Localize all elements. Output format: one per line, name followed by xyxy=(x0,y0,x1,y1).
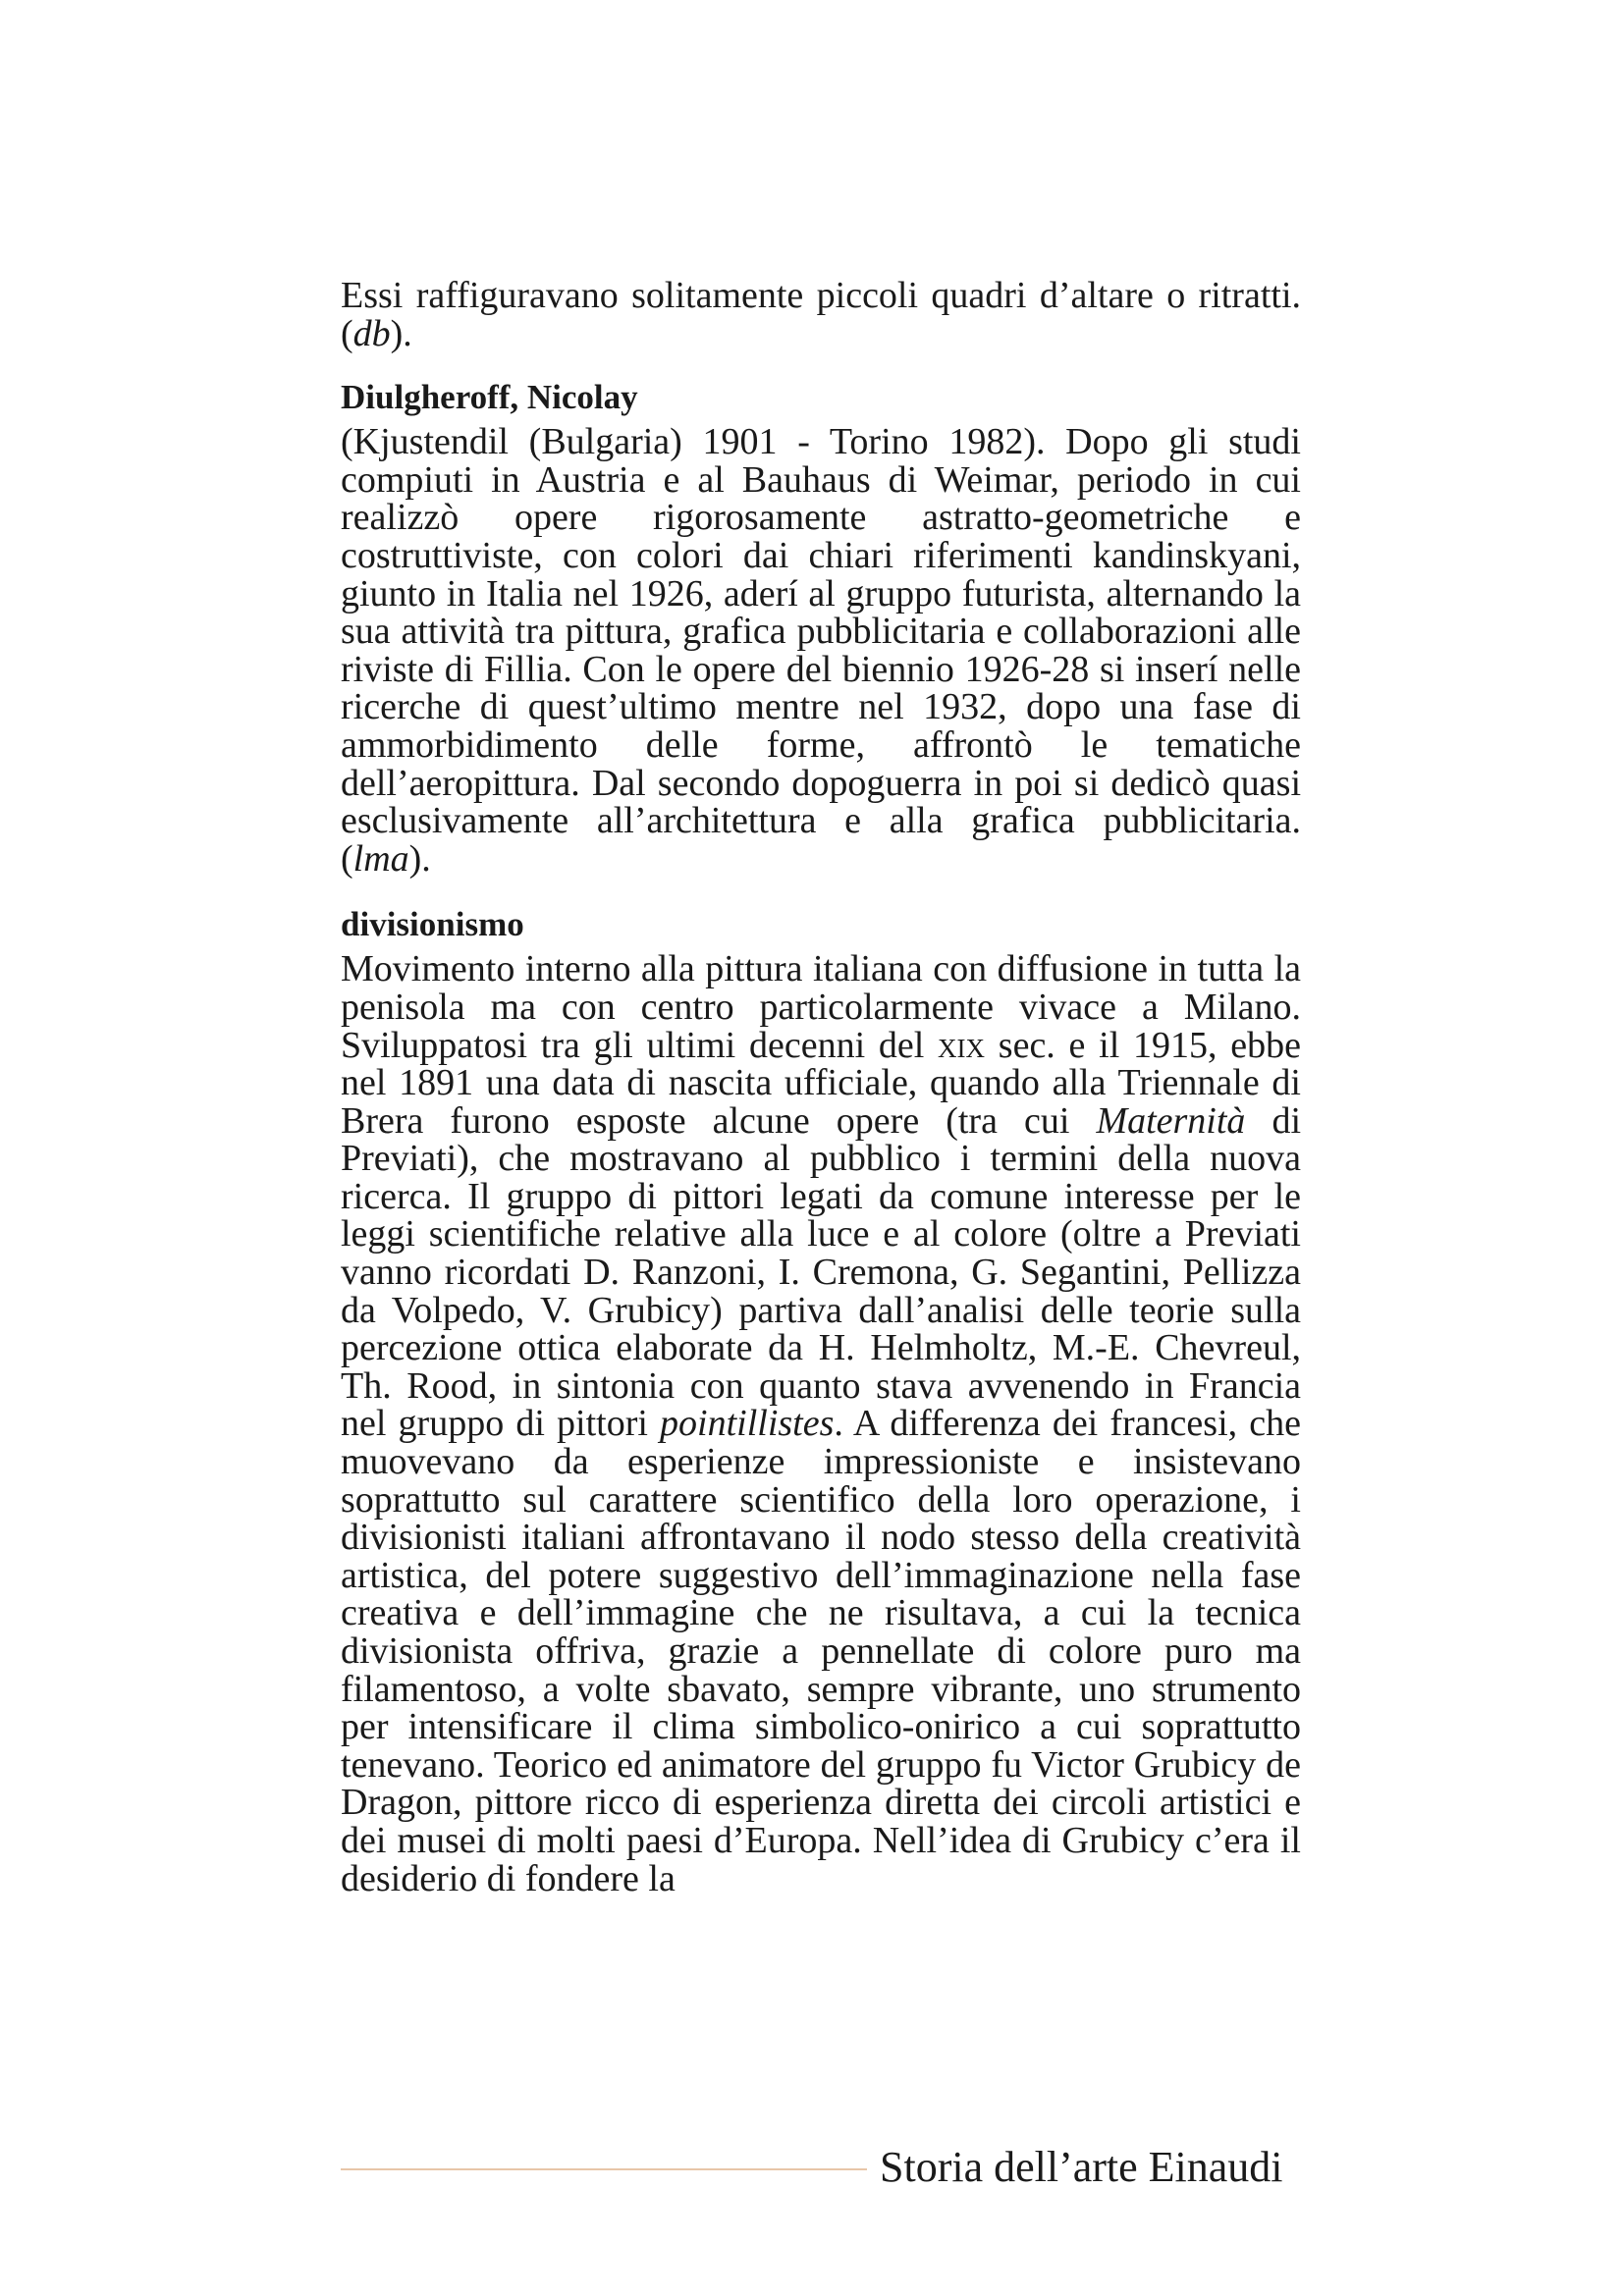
intro-author: db xyxy=(352,312,391,354)
footer-title: Storia dell’arte Einaudi xyxy=(880,2143,1283,2191)
intro-paragraph xyxy=(341,277,1301,352)
entry-author-diulgheroff: lma xyxy=(352,837,409,880)
text-column xyxy=(341,277,1301,1897)
intro-text: Essi raffiguravano solitamente piccoli quadri d’altare o ritratti. ( xyxy=(341,275,1301,354)
entry-text-divisionismo-4: . A differenza dei francesi, che muovevano da esperienze impressioniste e insistevano soprattutto sul carattere scientifico della loro operazione, i divisionisti italiani affrontavano il nodo stesso della creatività artistica, del potere suggestivo dell’immaginazione nella fase creativa e dell’immagine che ne risultava, a cui la tecnica divisionista offriva, grazie a pennellate di colore puro ma filamentoso, a volte sbavato, sempre vibrante, uno strumento per intensificare il clima simbolico-onirico a cui soprattutto tenevano. Teorico ed animatore del gruppo fu Victor Grubicy de Dragon, pittore ricco di esperienza diretta dei circoli artistici e dei musei di molti paesi d’Europa. Nell’idea di Grubicy c’era il desiderio di fondere la xyxy=(341,1403,1301,1899)
entry-text-diulgheroff: (Kjustendil (Bulgaria) 1901 - Torino 1982). Dopo gli studi compiuti in Austria e al Bauhaus di Weimar, periodo in cui realizzò opere rigorosamente astratto-geometriche e costruttiviste, con colori dai chiari riferimenti kandinskyani, giunto in Italia nel 1926, aderí al gruppo futurista, alternando la sua attività tra pittura, grafica pubblicitaria e collaborazioni alle riviste di Fillia. Con le opere del biennio 1926-28 si inserí nelle ricerche di quest’ultimo mentre nel 1932, dopo una fase di ammorbidimento delle forme, affrontò le tematiche dell’aeropittura. Dal secondo dopoguerra in poi si dedicò quasi esclusivamente all’architettura e alla grafica pubblicitaria. ( xyxy=(341,421,1301,880)
entry-term-divisionismo: pointillistes xyxy=(660,1403,835,1445)
entry-text-divisionismo-1: Movimento interno alla pittura italiana con diffusione in tutta la penisola ma con centro particolarmente vivace a Milano. Sviluppatosi tra gli ultimi decenni del xyxy=(341,948,1301,1066)
entry-heading-diulgheroff: Diulgheroff, Nicolay xyxy=(341,378,638,417)
entry-close-diulgheroff: ). xyxy=(408,837,431,880)
entry-heading-divisionismo: divisionismo xyxy=(341,905,524,944)
footer-rule xyxy=(341,2168,867,2170)
entry-body-divisionismo xyxy=(341,950,1301,1897)
entry-century-divisionismo: xix xyxy=(938,1024,986,1066)
entry-text-divisionismo-2: sec. e il 1915, ebbe nel 1891 una data di nascita ufficiale, quando alla Triennale di Brera furono esposte alcune opere (tra cui xyxy=(341,1024,1301,1142)
entry-body-diulgheroff xyxy=(341,423,1301,878)
intro-close: ). xyxy=(390,312,412,354)
entry-text-divisionismo-3: di Previati), che mostravano al pubblico i termini della nuova ricerca. Il gruppo di pittori legati da comune interesse per le leggi scientifiche relative alla luce e al colore (oltre a Previati vanno ricordati D. Ranzoni, I. Cremona, G. Segantini, Pellizza da Volpedo, V. Grubicy) partiva dall’analisi delle teorie sulla percezione ottica elaborate da H. Helmholtz, M.-E. Chevreul, Th. Rood, in sintonia con quanto stava avvenendo in Francia nel gruppo di pittori xyxy=(341,1099,1302,1445)
entry-work-title-divisionismo: Maternità xyxy=(1096,1099,1246,1142)
